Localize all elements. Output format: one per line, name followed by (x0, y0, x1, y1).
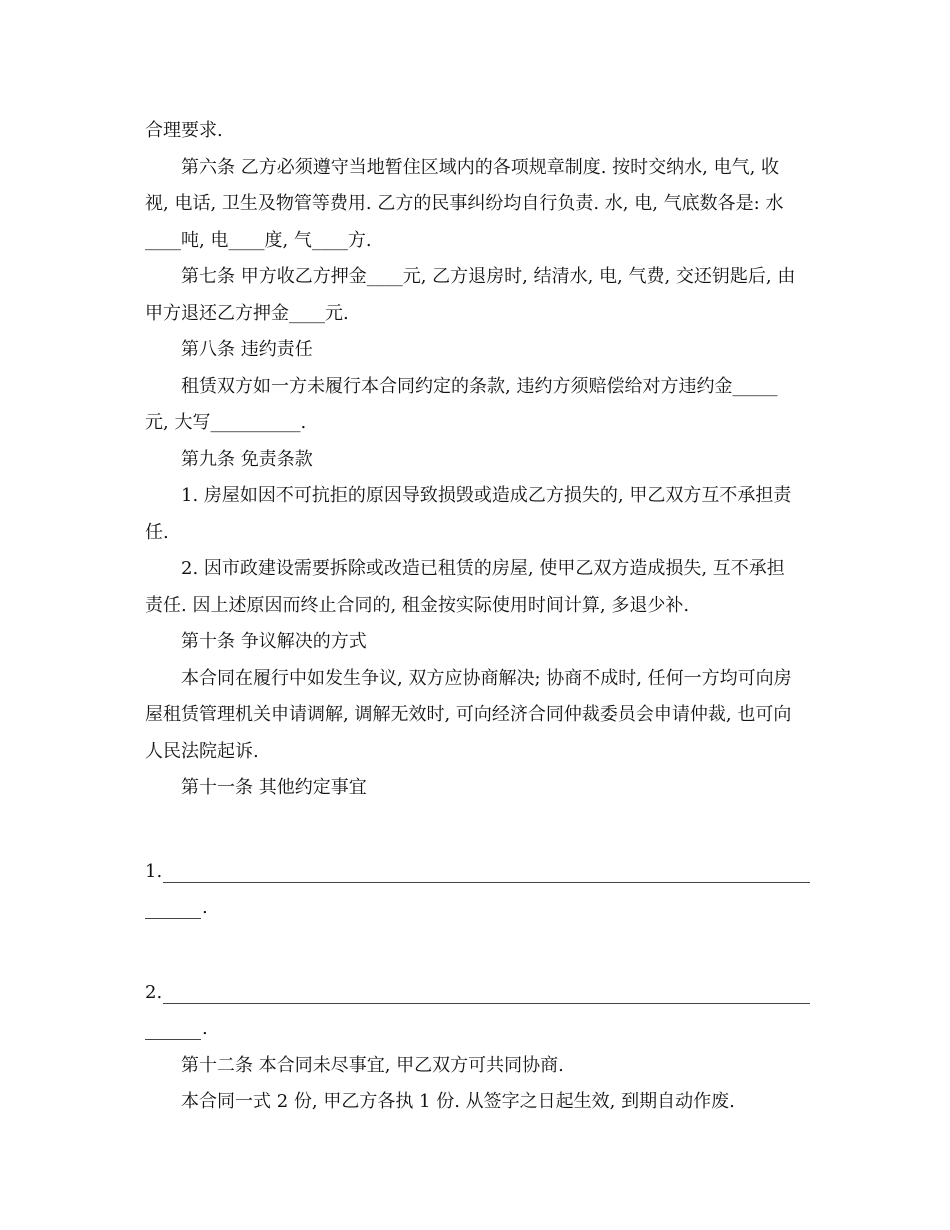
other-item-2 (145, 975, 810, 1012)
text-line: 责任. 因上述原因而终止合同的, 租金按实际使用时间计算, 多退少补. (145, 594, 690, 616)
fill-in-line (145, 1039, 201, 1040)
text-line: 任. (145, 521, 169, 543)
text-line: 人民法院起诉. (145, 740, 259, 762)
text-line: 视, 电话, 卫生及物管等费用. 乙方的民事纠纷均自行负责. 水, 电, 气底数各是: 水 (145, 193, 784, 214)
article-6: 第六条 乙方必须遵守当地暂住区域内的各项规章制度. 按时交纳水, 电气, 收 (181, 156, 780, 178)
article-9-item-1: 1. 房屋如因不可抗拒的原因导致损毁或造成乙方损失的, 甲乙双方互不承担责 (181, 485, 792, 506)
item-number: 2. (145, 981, 163, 1003)
text-line: 合理要求. (145, 120, 223, 141)
fill-in-line (145, 918, 201, 919)
copies-clause: 本合同一式 2 份, 甲乙方各执 1 份. 从签字之日起生效, 到期自动作废. (181, 1091, 735, 1112)
article-8-text: 租赁双方如一方未履行本合同约定的条款, 违约方须赔偿给对方违约金_____ (181, 375, 778, 397)
text-line: ____吨, 电____度, 气____方. (145, 229, 372, 251)
article-11-heading: 第十一条 其他约定事宜 (181, 777, 367, 798)
period: . (202, 1018, 208, 1039)
other-item-1-continuation (145, 890, 810, 927)
article-8-heading: 第八条 违约责任 (181, 339, 313, 360)
period: . (202, 897, 208, 918)
article-9-item-2: 2. 因市政建设需要拆除或改造已租赁的房屋, 使甲乙双方造成损失, 互不承担 (181, 558, 785, 579)
text-line: 屋租赁管理机关申请调解, 调解无效时, 可向经济合同仲裁委员会申请仲裁, 也可向 (145, 704, 792, 725)
text-line: 甲方退还乙方押金____元. (145, 302, 349, 324)
article-12: 第十二条 本合同未尽事宜, 甲乙双方可共同协商. (181, 1054, 564, 1076)
other-item-2-continuation (145, 1011, 810, 1048)
text-line: 元, 大写__________. (145, 412, 307, 433)
fill-in-line (163, 1003, 810, 1004)
fill-in-line (163, 882, 810, 883)
article-9-heading: 第九条 免责条款 (181, 448, 313, 470)
item-number: 1. (145, 860, 163, 882)
article-10-text: 本合同在履行中如发生争议, 双方应协商解决; 协商不成时, 任何一方均可向房 (181, 667, 792, 689)
other-item-1 (145, 854, 810, 891)
contract-body (145, 113, 810, 1121)
article-10-heading: 第十条 争议解决的方式 (181, 631, 367, 652)
article-7: 第七条 甲方收乙方押金____元, 乙方退房时, 结清水, 电, 气费, 交还钥匙后, 由 (181, 266, 796, 287)
